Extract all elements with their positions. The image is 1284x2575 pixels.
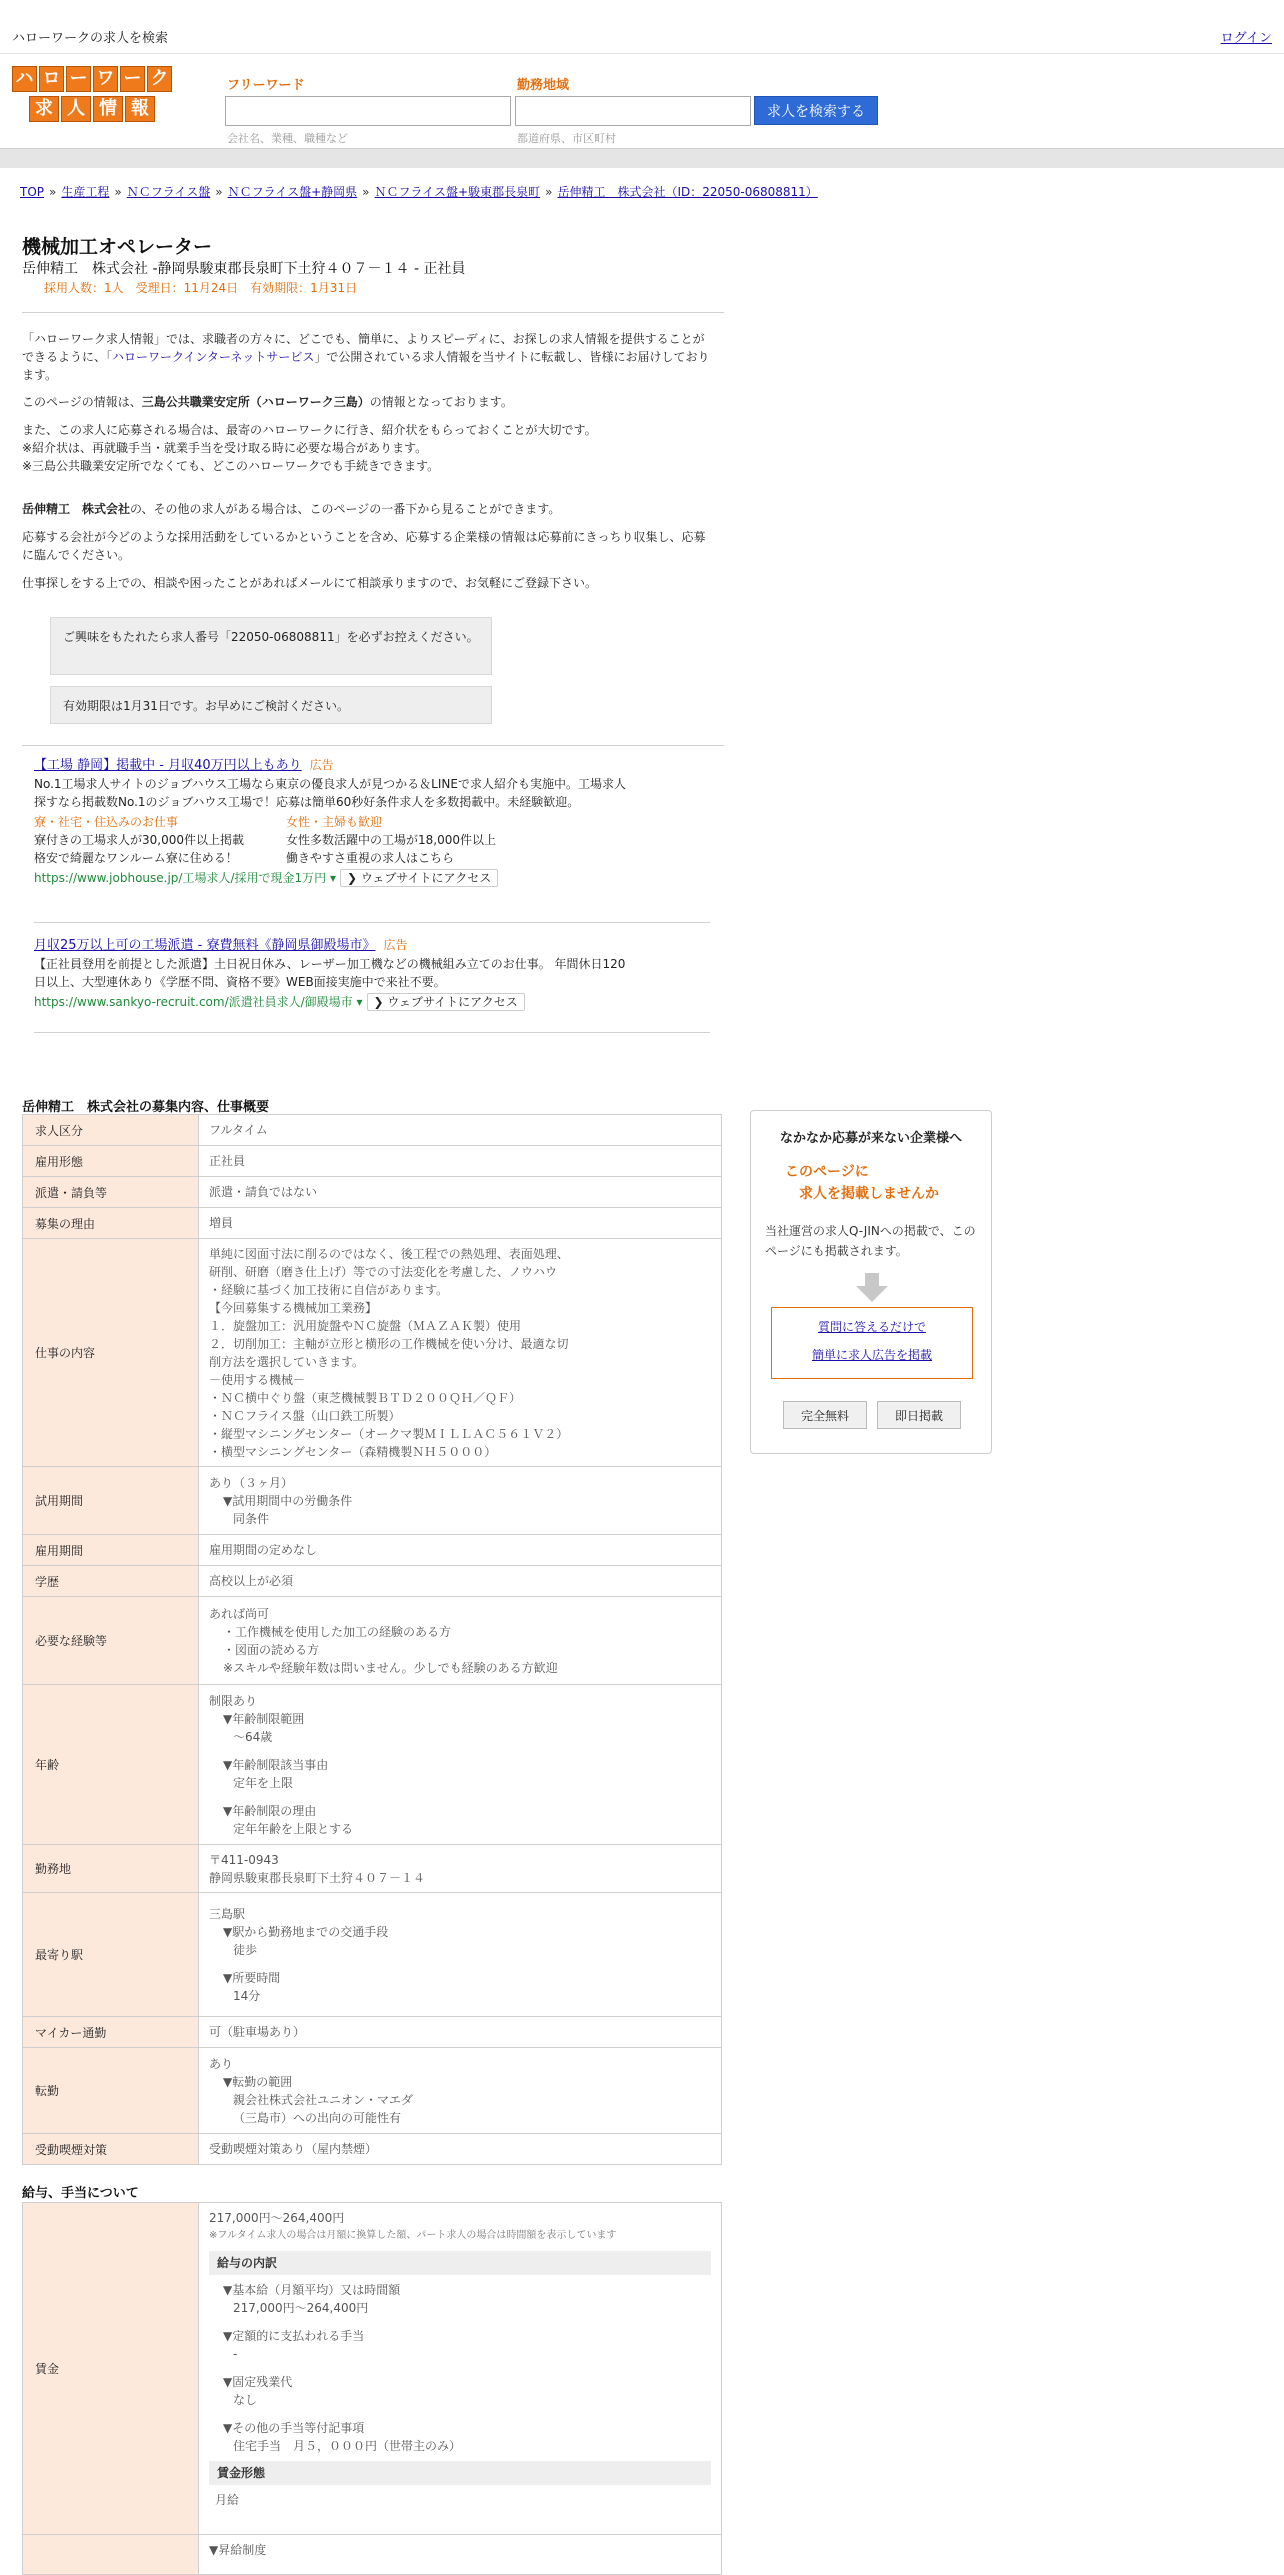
row-label: 雇用期間 [23,1535,199,1566]
table-row [23,1208,722,1239]
subheading-breakdown: 給与の内訳 [209,2251,711,2275]
login-link[interactable]: ログイン [1220,31,1272,46]
ad-visit-button[interactable]: ❯ ウェブサイトにアクセス [367,993,525,1011]
ad-title-link[interactable]: 【工場 静岡】掲載中 - 月収40万円以上もあり [34,758,302,773]
row-value: 単純に図面寸法に削るのではなく、後工程での熱処理、表面処理、 研削、研磨（磨き仕上げ）等での寸法変化を考慮した、ノウハウ ・経験に基づく加工技術に自信があります。 【今回募集する機械加工業務】 １．旋盤加工：汎用旋盤やＮＣ旋盤（ＭＡＺＡＫ製）使用 ２．切削加工：主軸が立形と横形の工作機械を使い分け、最適な切 削方法を選択していきます。 －使用する機械－ ・ＮＣ横中ぐり盤（東芝機械製ＢＴＤ２００ＱＨ／ＱＦ） ・ＮＣフライス盤（山口鉄工所製） ・縦型マシニングセンター（オークマ製ＭＩＬＬＡＣ５６１Ｖ２） ・横型マシニングセンター（森精機製ＮＨ５０００） [199,1239,722,1467]
logo-char: 情 [93,96,123,122]
area-input[interactable] [515,96,751,126]
ad-url[interactable]: https://www.jobhouse.jp/工場求人/採用で現金1万円 [34,871,327,885]
row-label: 雇用形態 [23,1146,199,1177]
ad-url[interactable]: https://www.sankyo-recruit.com/派遣社員求人/御殿場市 [34,995,353,1009]
intro-paragraph-3: また、この求人に応募される場合は、最寄のハローワークに行き、紹介状をもらっておくことが大切です。 ※紹介状は、再就職手当・就業手当を受け取る時に必要な場合があります。 ※三島公共職業安定所でなくても、どこのハローワークでも手続きできます。 [22,423,597,473]
job-meta: 採用人数：1人 受理日：11月24日 有効期限：1月31日 [44,281,358,295]
row-label: 賃金 [23,2203,199,2535]
logo-char: ハ [12,66,37,92]
intro-paragraph-1: 「ハローワーク求人情報」では、求職者の方々に、どこでも、簡単に、よりスピーディに、お探しの求人情報を提供することができるように、「ハローワークインターネットサービス」で公開されている求人情報を当サイトに転載し、皆様にお届けしております。 [22,332,710,382]
row-label: 求人区分 [23,1115,199,1146]
row-value: ▼昇給制度 [199,2535,722,2575]
promo-heading: なかなか応募が来ない企業様へ [779,1131,962,1146]
row-value: フルタイム [199,1115,722,1146]
row-label: 年齢 [23,1685,199,1845]
table-row [23,1597,722,1685]
keyword-hint: 会社名、業種、職種など [227,132,348,145]
row-value: 217,000円〜264,400円 ※フルタイム求人の場合は月額に換算した額、パート求人の場合は時間額を表示しています 給与の内訳 ▼基本給（月額平均）又は時間額 217,000円〜264,400円 ▼定額的に支払われる手当 - ▼固定残業代 なし ▼その他の手当等付記事項 住宅手当 月５，０００円（世帯主のみ） 賃金形態 月給 [199,2203,722,2535]
notice-deadline: 有効期限は1月31日です。お早めにご検討ください。 [50,686,492,724]
intro-paragraph-2: このページの情報は、三島公共職業安定所（ハローワーク三島）の情報となっております。 [22,395,513,409]
breadcrumb-top[interactable]: TOP [20,185,45,199]
same-day-button[interactable]: 即日掲載 [877,1401,961,1429]
ad-visit-button[interactable]: ❯ ウェブサイトにアクセス [340,869,498,887]
logo-char: ロ [39,66,64,92]
section-heading-salary: 給与、手当について [22,2186,139,2201]
table-row [23,1845,722,1893]
ad-block-1 [34,756,644,887]
promo-catchphrase: このページに 求人を掲載しませんか [785,1164,939,1202]
table-row [23,1115,722,1146]
row-value: 正社員 [199,1146,722,1177]
intro-paragraph-6: 仕事探しをする上での、相談や困ったことがあればメールにて相談承りますので、お気軽にご登録下さい。 [22,576,598,590]
logo-char: ー [66,66,91,92]
row-label: 派遣・請負等 [23,1177,199,1208]
ad-sitelink[interactable]: 寮・社宅・住込みのお仕事 寮付きの工場求人が30,000件以上掲載 格安で綺麗なワンルーム寮に住める！ [34,815,244,865]
ad-body: 【正社員登用を前提とした派遣】土日祝日休み、レーザー加工機などの機械組み立てのお仕事。 年間休日120日以上、大型連休あり《学歴不問、資格不要》WEB面接実施中で来社不要。 [34,957,626,989]
area-label: 勤務地域 [517,78,570,93]
logo-char: ワ [93,66,118,92]
job-company-line: 岳伸精工 株式会社 -静岡県駿東郡長泉町下土狩４０７－１４ - 正社員 [22,261,466,277]
salary-table [22,2202,722,2575]
divider [34,922,710,923]
table-row [23,1146,722,1177]
breadcrumb-town[interactable]: ＮＣフライス盤+駿東郡長泉町 [374,185,541,199]
row-value: 増員 [199,1208,722,1239]
chevron-down-icon: ▾ [329,871,336,885]
breadcrumb-category[interactable]: 生産工程 [61,185,110,199]
row-label: 試用期間 [23,1467,199,1535]
header-divider [0,148,1284,168]
arrow-down-icon [854,1273,890,1303]
table-row [23,1177,722,1208]
row-value: 制限あり ▼年齢制限範囲 〜64歳 ▼年齢制限該当事由 定年を上限 ▼年齢制限の理由 定年年齢を上限とする [199,1685,722,1845]
promo-link-answer[interactable]: 質問に答えるだけで [817,1320,926,1334]
row-value: 派遣・請負ではない [199,1177,722,1208]
breadcrumb-prefecture[interactable]: ＮＣフライス盤+静岡県 [227,185,358,199]
top-header [0,0,1284,54]
table-row [23,1239,722,1467]
intro-paragraph-4: 岳伸精工 株式会社の、その他の求人がある場合は、このページの一番下から見ることができます。 [22,502,561,516]
ad-body: No.1工場求人サイトのジョブハウス工場なら東京の優良求人が見つかる＆LINEで求人紹介も実施中。工場求人探すなら掲載数No.1のジョブハウス工場で！応募は簡単60秒好条件求人を多数掲載中。未経験歓迎。 [34,777,626,809]
search-button[interactable]: 求人を検索する [754,96,878,125]
row-value: あり（３ヶ月） ▼試用期間中の労働条件 同条件 [199,1467,722,1535]
logo-char: 人 [61,96,91,122]
row-value: 可（駐車場あり） [199,2017,722,2048]
row-label: 最寄り駅 [23,1893,199,2017]
recruitment-table [22,1114,722,2165]
row-value: あり ▼転勤の範囲 親会社株式会社ユニオン・マエダ （三島市）への出向の可能性有 [199,2048,722,2134]
logo-char: ク [147,66,172,92]
table-row [23,2017,722,2048]
row-label: マイカー通勤 [23,2017,199,2048]
promo-box [750,1110,992,1454]
chevron-down-icon: ▾ [356,995,363,1009]
breadcrumb-occupation[interactable]: ＮＣフライス盤 [126,185,211,199]
logo-char: ー [120,66,145,92]
ad-tag: 広告 [309,758,334,772]
divider [34,1032,710,1033]
table-row [23,1685,722,1845]
divider [22,312,724,313]
keyword-input[interactable] [225,96,511,126]
subheading-wage-type: 賃金形態 [209,2461,711,2485]
site-title: ハローワークの求人を検索 [12,31,169,46]
table-row [23,2134,722,2165]
table-row [23,1535,722,1566]
divider [22,745,724,746]
breadcrumb: TOP » 生産工程 » ＮＣフライス盤 » ＮＣフライス盤+静岡県 » ＮＣフライス盤+駿東郡長泉町 » 岳伸精工 株式会社（ID：22050-06808811） [20,185,818,199]
ad-tag: 広告 [383,938,408,952]
row-label: 仕事の内容 [23,1239,199,1467]
row-value: 受動喫煙対策あり（屋内禁煙） [199,2134,722,2165]
table-row [23,2048,722,2134]
ad-title-link[interactable]: 月収25万以上可の工場派遣 - 寮費無料《静岡県御殿場市》 [34,938,376,953]
area-hint: 都道府県、市区町村 [517,132,616,145]
ad-block-2 [34,936,644,1011]
table-row [23,2535,722,2575]
row-label: 学歴 [23,1566,199,1597]
breadcrumb-company[interactable]: 岳伸精工 株式会社（ID：22050-06808811） [557,185,818,199]
table-row [23,2203,722,2535]
table-row [23,1467,722,1535]
row-label: 必要な経験等 [23,1597,199,1685]
table-row [23,1893,722,2017]
row-value: 〒411-0943 静岡県駿東郡長泉町下土狩４０７－１４ [199,1845,722,1893]
hellowork-logo[interactable] [4,66,180,126]
row-label: 転勤 [23,2048,199,2134]
free-button[interactable]: 完全無料 [783,1401,867,1429]
notice-job-number: ご興味をもたれたら求人番号「22050-06808811」を必ずお控えください。 [50,617,492,675]
promo-link-post[interactable]: 簡単に求人広告を掲載 [811,1348,932,1362]
logo-char: 報 [125,96,155,122]
promo-body: 当社運営の求人Q-JINへの掲載で、このページにも掲載されます。 [765,1224,976,1258]
row-value: あれば尚可 ・工作機械を使用した加工の経験のある方 ・図面の読める方 ※スキルや経験年数は問いません。少しでも経験のある方歓迎 [199,1597,722,1685]
row-value: 高校以上が必須 [199,1566,722,1597]
row-label: 募集の理由 [23,1208,199,1239]
section-heading-recruitment: 岳伸精工 株式会社の募集内容、仕事概要 [22,1100,270,1115]
logo-char: 求 [29,96,59,122]
ad-sitelink[interactable]: 女性・主婦も歓迎 女性多数活躍中の工場が18,000件以上 働きやすさ重視の求人はこちら [286,815,496,865]
keyword-label: フリーワード [227,78,305,93]
row-label: 勤務地 [23,1845,199,1893]
row-value: 三島駅 ▼駅から勤務地までの交通手段 徒歩 ▼所要時間 14分 [199,1893,722,2017]
intro-paragraph-5: 応募する会社が今どのような採用活動をしているかということを含め、応募する企業様の情報は応募前にきっちり収集し、応募に臨んでください。 [22,530,706,562]
row-value: 雇用期間の定めなし [199,1535,722,1566]
job-title: 機械加工オペレーター [22,236,213,258]
row-label: 受動喫煙対策 [23,2134,199,2165]
table-row [23,1566,722,1597]
hellowork-internet-link[interactable]: ハローワークインターネットサービス [112,350,315,364]
row-label [23,2535,199,2575]
promo-link-box [771,1307,973,1379]
